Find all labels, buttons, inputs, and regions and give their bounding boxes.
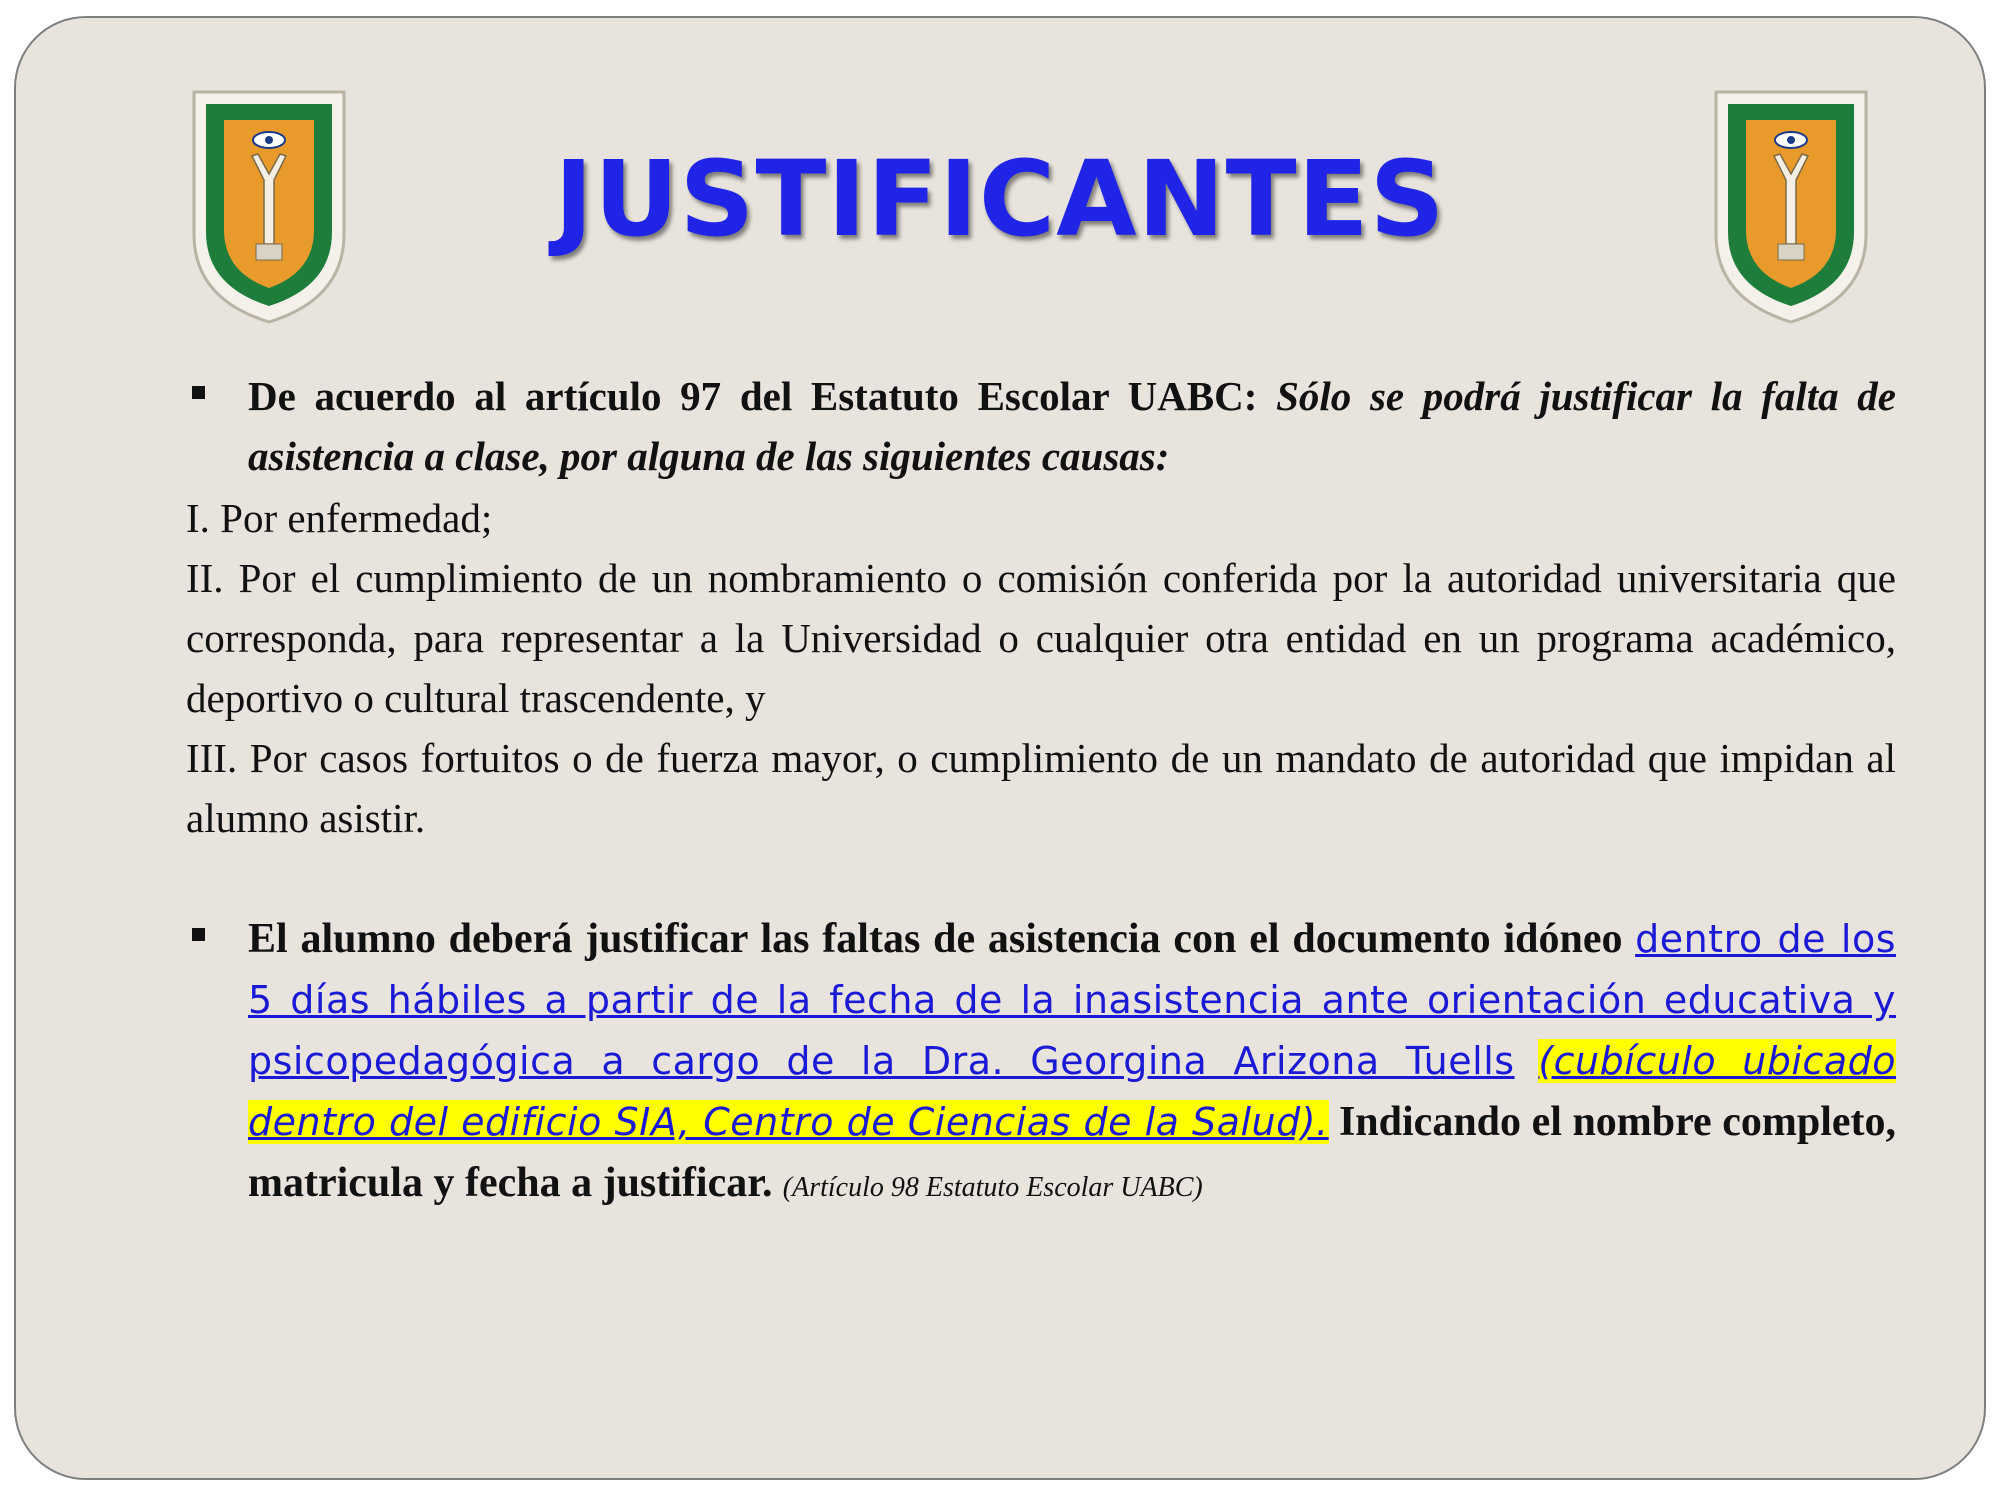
bullet-justification-procedure bbox=[248, 908, 1896, 1218]
article-98-citation: (Artículo 98 Estatuto Escolar UABC) bbox=[782, 1172, 1203, 1203]
article-97-quote: Sólo se podrá justificar la falta de asistencia a clase, por alguna de las siguientes causas: bbox=[248, 373, 1896, 479]
location-highlight[interactable]: (cubículo ubicado dentro del edificio SIA, Centro de Ciencias de la Salud). bbox=[248, 1039, 1897, 1144]
cause-item-1: I. Por enfermedad; bbox=[186, 495, 493, 541]
procedure-link-text[interactable]: dentro de los 5 días hábiles a partir de la fecha de la inasistencia ante orientación educativa y psicopedagógica a cargo de la Dra. Georgina Arizona Tuells bbox=[248, 917, 1897, 1083]
slide bbox=[14, 16, 1986, 1480]
slide-title: JUSTIFICANTES bbox=[554, 138, 1446, 260]
cause-item-2: II. Por el cumplimiento de un nombramiento o comisión conferida por la autoridad universitaria que corresponda, para representar a la Universidad o cualquier otra entidad en un programa académico, deportivo o cultural trascendente, y bbox=[186, 555, 1896, 721]
bullet-square-icon bbox=[192, 386, 205, 399]
procedure-lead: El alumno deberá justificar las faltas de asistencia con el documento idóneo bbox=[248, 916, 1623, 962]
bullet-square-icon bbox=[192, 928, 205, 941]
article-97-lead: De acuerdo al artículo 97 del Estatuto Escolar UABC: bbox=[248, 373, 1258, 419]
cause-item-3: III. Por casos fortuitos o de fuerza mayor, o cumplimiento de un mandato de autoridad que impidan al alumno asistir. bbox=[186, 735, 1896, 841]
bullet-article-97 bbox=[248, 366, 1896, 486]
procedure-tail: Indicando el nombre completo, matricula y fecha a justificar. bbox=[248, 1099, 1897, 1206]
